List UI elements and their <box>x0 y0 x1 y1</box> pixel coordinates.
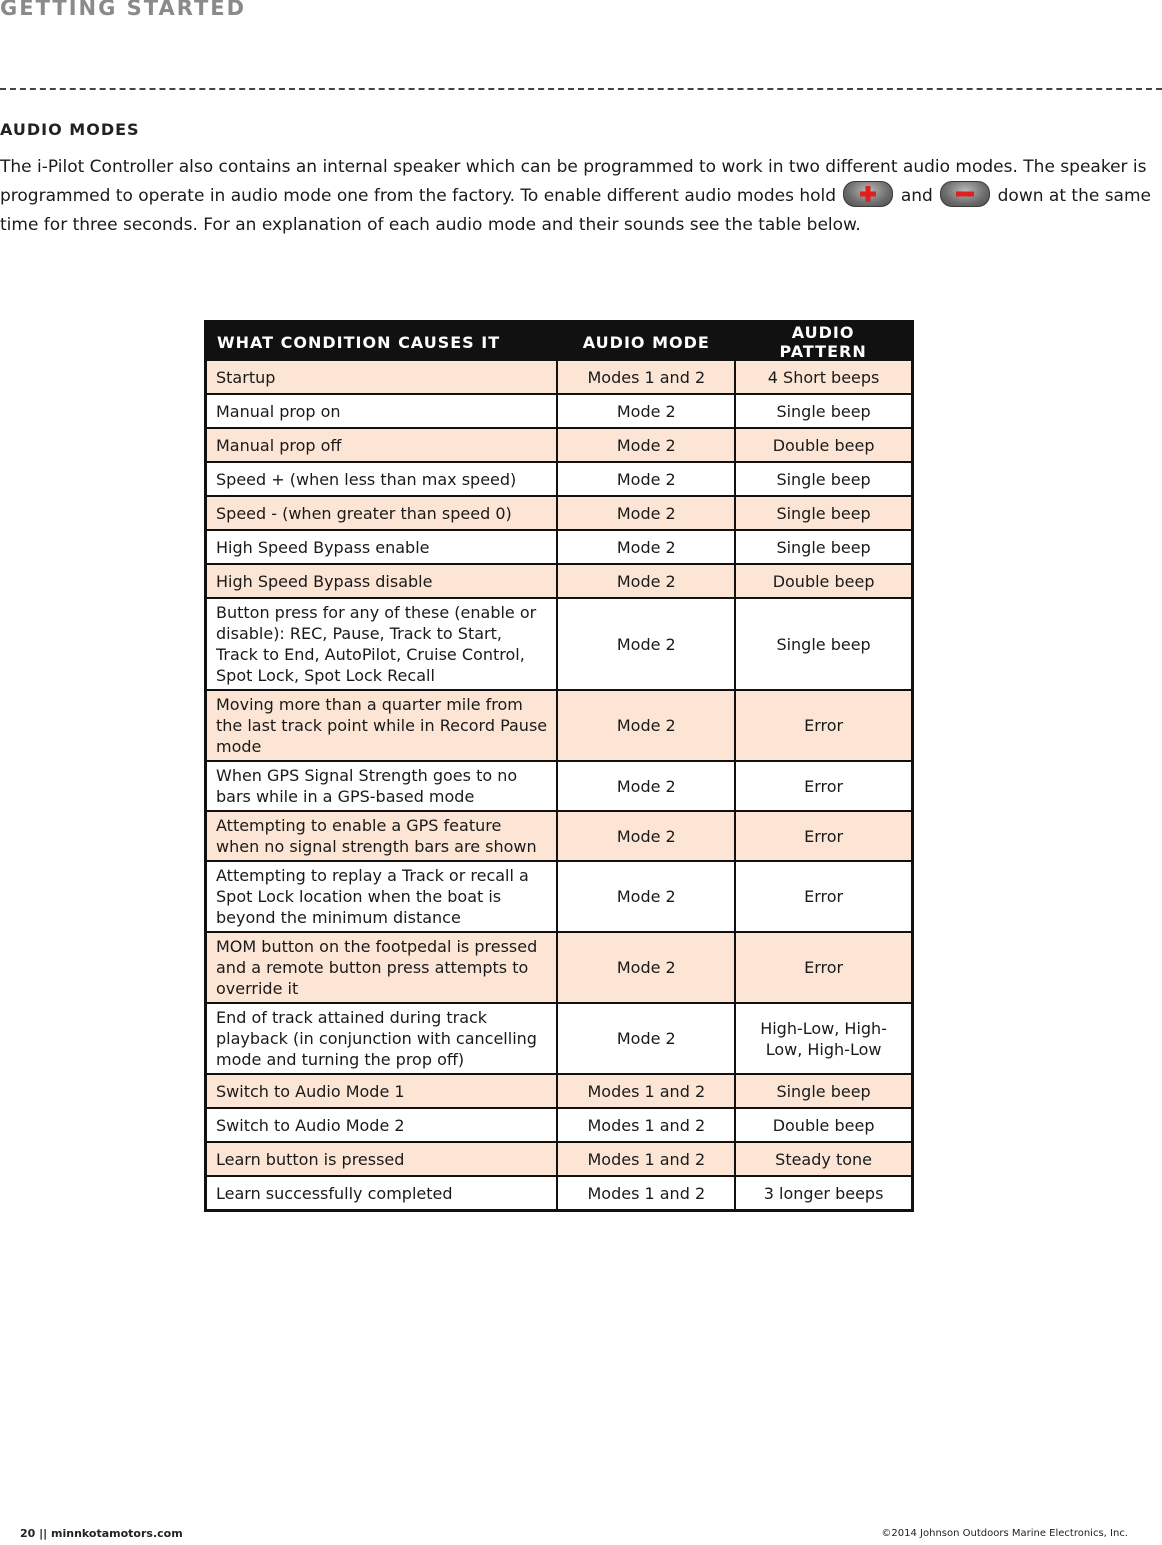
audio-pattern-cell: Single beep <box>735 496 912 530</box>
table-row <box>206 394 913 428</box>
intro-text-part3: down at the same time for three seconds. For an explanation of each audio mode and their sounds see the table below. <box>0 186 1151 235</box>
condition-cell: Moving more than a quarter mile from the last track point while in Record Pause mode <box>206 690 558 761</box>
audio-pattern-cell: Single beep <box>735 462 912 496</box>
table-row <box>206 361 913 394</box>
footer-page-label: 20 || minnkotamotors.com <box>20 1527 183 1540</box>
table-row <box>206 861 913 932</box>
audio-mode-cell: Mode 2 <box>557 394 735 428</box>
condition-cell: High Speed Bypass disable <box>206 564 558 598</box>
table-row <box>206 1176 913 1211</box>
audio-mode-cell: Mode 2 <box>557 861 735 932</box>
column-header-condition: WHAT CONDITION CAUSES IT <box>206 322 558 362</box>
condition-cell: Learn button is pressed <box>206 1142 558 1176</box>
audio-mode-cell: Mode 2 <box>557 598 735 690</box>
condition-cell: Attempting to enable a GPS feature when no signal strength bars are shown <box>206 811 558 861</box>
audio-pattern-cell: Double beep <box>735 564 912 598</box>
condition-cell: Manual prop on <box>206 394 558 428</box>
table-row <box>206 932 913 1003</box>
table-row <box>206 462 913 496</box>
condition-cell: Switch to Audio Mode 1 <box>206 1074 558 1108</box>
audio-mode-cell: Mode 2 <box>557 1003 735 1074</box>
column-header-audio-mode: AUDIO MODE <box>557 322 735 362</box>
table-row <box>206 1108 913 1142</box>
audio-pattern-cell: Single beep <box>735 530 912 564</box>
audio-pattern-cell: Error <box>735 861 912 932</box>
audio-mode-cell: Mode 2 <box>557 811 735 861</box>
table-row <box>206 690 913 761</box>
condition-cell: Switch to Audio Mode 2 <box>206 1108 558 1142</box>
condition-cell: MOM button on the footpedal is pressed and a remote button press attempts to override it <box>206 932 558 1003</box>
audio-pattern-cell: Error <box>735 811 912 861</box>
audio-modes-table <box>204 320 914 1212</box>
intro-text-part1: The i-Pilot Controller also contains an internal speaker which can be programmed to work in two different audio modes. The speaker is programmed to operate in audio mode one from the factory. To enable different audio modes hold <box>0 157 1147 206</box>
table-row <box>206 761 913 811</box>
audio-mode-cell: Mode 2 <box>557 496 735 530</box>
table-row <box>206 496 913 530</box>
condition-cell: End of track attained during track playback (in conjunction with cancelling mode and turning the prop off) <box>206 1003 558 1074</box>
minus-button-icon <box>940 181 990 207</box>
audio-mode-cell: Modes 1 and 2 <box>557 1176 735 1211</box>
condition-cell: Attempting to replay a Track or recall a Spot Lock location when the boat is beyond the minimum distance <box>206 861 558 932</box>
table-header-row <box>206 322 913 362</box>
audio-pattern-cell: Double beep <box>735 1108 912 1142</box>
audio-mode-cell: Mode 2 <box>557 462 735 496</box>
intro-paragraph <box>0 153 1160 240</box>
table-row <box>206 1074 913 1108</box>
table-row <box>206 428 913 462</box>
audio-mode-cell: Mode 2 <box>557 932 735 1003</box>
table-row <box>206 811 913 861</box>
dashed-divider <box>0 88 1162 90</box>
audio-pattern-cell: Double beep <box>735 428 912 462</box>
condition-cell: High Speed Bypass enable <box>206 530 558 564</box>
audio-pattern-cell: High-Low, High-Low, High-Low <box>735 1003 912 1074</box>
audio-mode-cell: Modes 1 and 2 <box>557 1108 735 1142</box>
audio-mode-cell: Mode 2 <box>557 761 735 811</box>
table-row <box>206 530 913 564</box>
footer-copyright: ©2014 Johnson Outdoors Marine Electronics, Inc. <box>881 1528 1128 1539</box>
audio-mode-cell: Modes 1 and 2 <box>557 1142 735 1176</box>
condition-cell: Button press for any of these (enable or disable): REC, Pause, Track to Start, Track to End, AutoPilot, Cruise Control, Spot Lock, Spot Lock Recall <box>206 598 558 690</box>
condition-cell: Manual prop off <box>206 428 558 462</box>
table-row <box>206 564 913 598</box>
condition-cell: Learn successfully completed <box>206 1176 558 1211</box>
table-row <box>206 1142 913 1176</box>
audio-pattern-cell: Single beep <box>735 394 912 428</box>
plus-button-icon <box>843 181 893 207</box>
audio-mode-cell: Mode 2 <box>557 564 735 598</box>
audio-mode-cell: Mode 2 <box>557 530 735 564</box>
condition-cell: Speed + (when less than max speed) <box>206 462 558 496</box>
audio-pattern-cell: Steady tone <box>735 1142 912 1176</box>
condition-cell: When GPS Signal Strength goes to no bars while in a GPS-based mode <box>206 761 558 811</box>
condition-cell: Startup <box>206 361 558 394</box>
column-header-audio-pattern: AUDIO PATTERN <box>735 322 912 362</box>
audio-mode-cell: Modes 1 and 2 <box>557 361 735 394</box>
audio-pattern-cell: Error <box>735 690 912 761</box>
audio-pattern-cell: 3 longer beeps <box>735 1176 912 1211</box>
table-row <box>206 598 913 690</box>
audio-pattern-cell: Error <box>735 761 912 811</box>
audio-pattern-cell: Single beep <box>735 598 912 690</box>
audio-pattern-cell: Error <box>735 932 912 1003</box>
table-row <box>206 1003 913 1074</box>
audio-mode-cell: Mode 2 <box>557 690 735 761</box>
intro-text-part2: and <box>900 186 933 206</box>
audio-pattern-cell: Single beep <box>735 1074 912 1108</box>
condition-cell: Speed - (when greater than speed 0) <box>206 496 558 530</box>
subsection-title: AUDIO MODES <box>0 120 140 139</box>
section-title: GETTING STARTED <box>0 0 247 20</box>
audio-mode-cell: Modes 1 and 2 <box>557 1074 735 1108</box>
audio-mode-cell: Mode 2 <box>557 428 735 462</box>
audio-pattern-cell: 4 Short beeps <box>735 361 912 394</box>
